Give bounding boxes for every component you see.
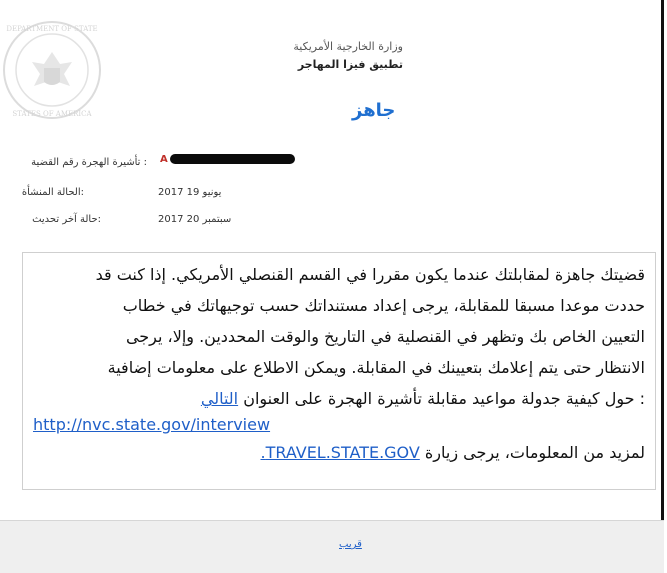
updated-value: سبتمبر 20 2017 [158, 214, 232, 225]
message-text: لمزيد من المعلومات، يرجى زيارة [424, 443, 645, 462]
message-line: قضيتك جاهزة لمقابلتك عندما يكون مقررا في القسم القنصلي الأمريكي. إذا كنت قد [95, 265, 645, 284]
updated-label: :حالة آخر تحديث [32, 214, 101, 225]
case-message-box [22, 252, 656, 490]
created-value: يونيو 19 2017 [158, 187, 222, 198]
message-line: التعيين الخاص بك وتظهر في القنصلية في التاريخ والوقت المحددين. وإلا، يرجى [125, 327, 645, 346]
travel-state-gov-link[interactable]: TRAVEL.STATE.GOV. [260, 443, 420, 462]
message-line [33, 383, 645, 414]
case-status-title: جاهز [352, 100, 396, 121]
message-text: : حول كيفية جدولة مواعيد مقابلة تأشيرة الهجرة على العنوان [243, 389, 645, 408]
message-line [33, 436, 645, 470]
message-line: حددت موعدا مسبقا للمقابلة، يرجى إعداد مستنداتك حسب توجيهاتك في خطاب [122, 296, 645, 315]
interview-url-link[interactable]: http://nvc.state.gov/interview [33, 415, 271, 434]
app-name: تطبيق فيزا المهاجر [297, 58, 403, 71]
footer-bar [0, 520, 664, 573]
department-of-state-seal-icon [0, 18, 104, 122]
close-link[interactable]: قريب [339, 539, 362, 550]
next-link[interactable]: التالي [200, 389, 239, 408]
case-number-prefix: A [160, 154, 168, 165]
case-number-redaction [170, 154, 295, 164]
created-label: :الحالة المنشأة [21, 187, 84, 198]
svg-text:DEPARTMENT OF STATE: DEPARTMENT OF STATE [6, 25, 98, 33]
department-name: وزارة الخارجية الأمريكية [293, 40, 403, 53]
message-line [33, 414, 645, 436]
message-line: الانتظار حتى يتم إعلامك بتعيينك في المقابلة. ويمكن الاطلاع على معلومات إضافية [107, 358, 645, 377]
case-number-label: : تأشيرة الهجرة رقم القضية [31, 157, 147, 168]
svg-text:STATES OF AMERICA: STATES OF AMERICA [12, 110, 92, 118]
